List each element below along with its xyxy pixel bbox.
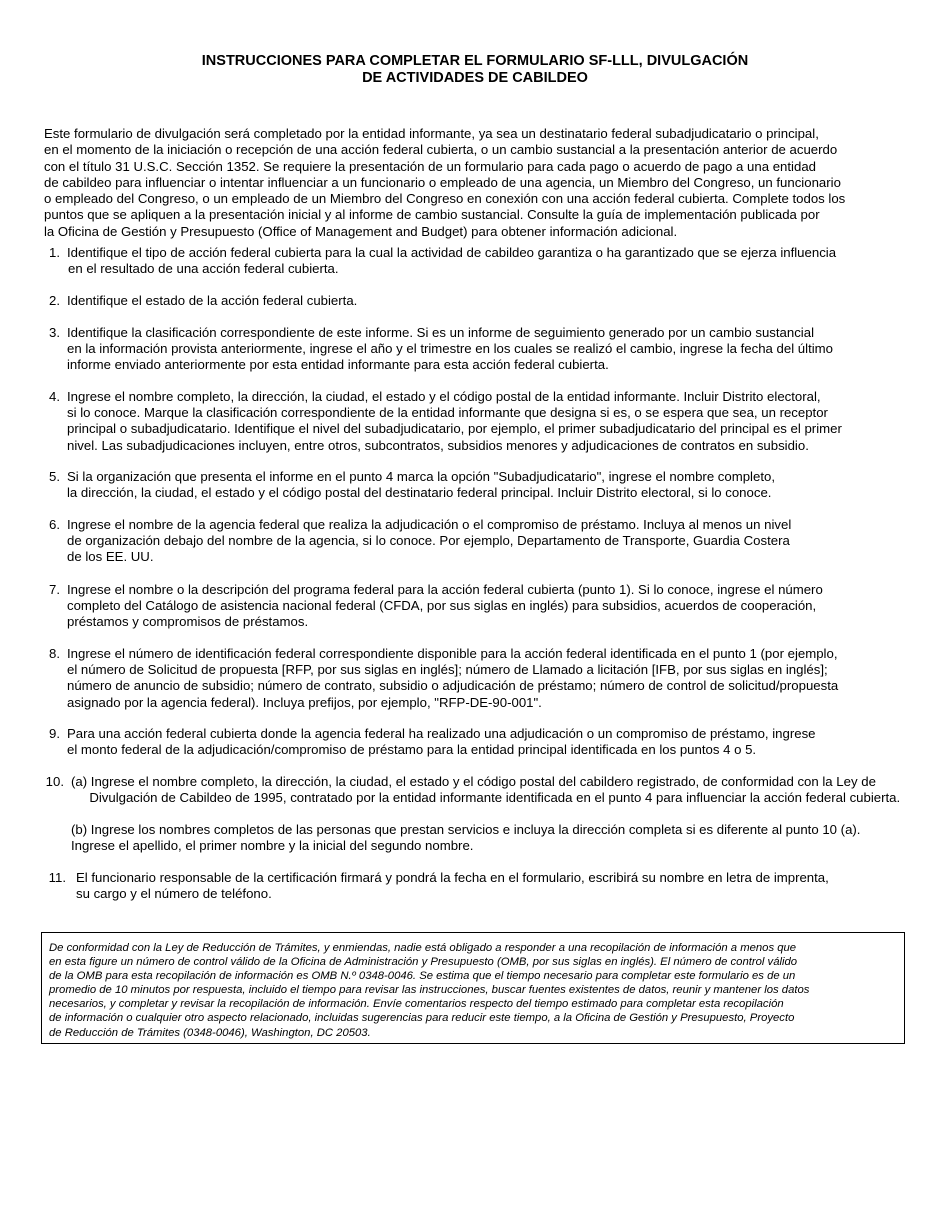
notice-line: De conformidad con la Ley de Reducción de Trámites, y enmiendas, nadie está obligado a responder a una recopilación de información a menos que — [49, 942, 797, 954]
item-number: 9. — [49, 726, 60, 741]
item-number: 1. — [49, 245, 60, 260]
item-line: préstamos y compromisos de préstamos. — [67, 614, 309, 630]
item-line: Ingrese el nombre de la agencia federal que realiza la adjudicación o el compromiso de préstamo. Incluya al menos un nivel — [67, 517, 792, 532]
item-line: Ingrese el nombre completo, la dirección, la ciudad, el estado y el código postal de la entidad informante. Incluir Distrito electoral, — [67, 389, 821, 404]
instruction-item-10a — [0, 774, 900, 806]
item-line: (b) Ingrese los nombres completos de las personas que prestan servicios e incluya la dirección completa si es diferente al punto 10 (a). — [71, 822, 861, 837]
item-line: el número de Solicitud de propuesta [RFP, por sus siglas en inglés]; número de Llamado a licitación [IFB, por sus siglas en inglés]; — [67, 662, 828, 678]
intro-paragraph — [44, 126, 924, 240]
notice-line: en esta figure un número de control válido de la Oficina de Administración y Presupuesto (OMB, por sus siglas en inglés). El número de control válido — [49, 956, 798, 969]
item-number: 5. — [49, 469, 60, 484]
item-line: principal o subadjudicatario. Identifique el nivel del subadjudicatario, por ejemplo, el primer subadjudicatario del principal es el primer — [67, 421, 842, 437]
item-line: nivel. Las subadjudicaciones incluyen, entre otros, subcontratos, subsidios menores y adjudicaciones de contratos en subsidio. — [67, 437, 809, 453]
instruction-item-9 — [0, 726, 816, 758]
instruction-item-1 — [0, 245, 836, 277]
item-number: 7. — [49, 582, 60, 597]
notice-line: promedio de 10 minutos por respuesta, incluido el tiempo para revisar las instrucciones, buscar fuentes existentes de datos, reunir y mantener los datos — [49, 984, 810, 997]
item-line: su cargo y el número de teléfono. — [76, 886, 272, 902]
notice-line: de Reducción de Trámites (0348-0046), Washington, DC 20503. — [49, 1026, 371, 1039]
intro-line: la Oficina de Gestión y Presupuesto (Office of Management and Budget) para obtener información adicional. — [44, 223, 678, 239]
intro-line: de cabildeo para influenciar o intentar influenciar a un funcionario o empleado de una agencia, un Miembro del Congreso, un funcionario — [44, 174, 841, 190]
item-line: Identifique el tipo de acción federal cubierta para la cual la actividad de cabildeo garantiza o ha garantizado que se ejerza influencia — [67, 245, 837, 260]
instruction-item-3 — [0, 325, 833, 374]
notice-line: necesarios, y completar y revisar la recopilación de información. Envíe comentarios respecto del tiempo estimado para completar esta recopilación — [49, 998, 784, 1011]
item-number: 3. — [49, 325, 60, 340]
item-line: informe enviado anteriormente por esta entidad informante para esta acción federal cubierta. — [67, 357, 609, 373]
instruction-item-11 — [0, 870, 829, 902]
notice-line: de la OMB para esta recopilación de información es OMB N.º 0348-0046. Se estima que el tiempo necesario para completar este formulario es de un — [49, 970, 796, 983]
item-line: la dirección, la ciudad, el estado y el código postal del destinatario federal principal. Incluir Distrito electoral, si lo conoce. — [67, 485, 772, 501]
page-title — [0, 53, 950, 87]
item-line: Para una acción federal cubierta donde la agencia federal ha realizado una adjudicación o un compromiso de préstamo, ingrese — [67, 726, 816, 741]
item-number: 6. — [49, 517, 60, 532]
intro-line: Este formulario de divulgación será completado por la entidad informante, ya sea un destinatario federal subadjudicatario o principal, — [44, 126, 819, 141]
item-line: El funcionario responsable de la certificación firmará y pondrá la fecha en el formulario, escribirá su nombre en letra de imprenta, — [76, 870, 829, 885]
item-number: 2. — [49, 293, 60, 308]
item-line: si lo conoce. Marque la clasificación correspondiente de la entidad informante que designa si es, o se espera que sea, un receptor — [67, 405, 828, 421]
item-number: 10. — [45, 774, 64, 789]
item-number: 8. — [49, 646, 60, 661]
instruction-item-2 — [0, 293, 357, 309]
item-number: 11. — [48, 870, 66, 885]
item-line: Divulgación de Cabildeo de 1995, contratado por la entidad informante identificada en el punto 4 para influenciar la acción federal cubierta. — [71, 790, 901, 806]
item-line: de organización debajo del nombre de la agencia, si lo conoce. Por ejemplo, Departamento de Transporte, Guardia Costera — [67, 533, 790, 549]
title-line-1: INSTRUCCIONES PARA COMPLETAR EL FORMULARIO SF-LLL, DIVULGACIÓN — [201, 53, 749, 69]
item-line: Ingrese el número de identificación federal correspondiente disponible para la acción federal identificada en el punto 1 (por ejemplo, — [67, 646, 838, 661]
instruction-item-10b — [0, 822, 860, 854]
instruction-item-7 — [0, 582, 823, 631]
item-line: Si la organización que presenta el informe en el punto 4 marca la opción "Subadjudicatario", ingrese el nombre completo, — [67, 469, 775, 484]
item-line: (a) Ingrese el nombre completo, la dirección, la ciudad, el estado y el código postal del cabildero registrado, de conformidad con la Ley de — [71, 774, 876, 789]
instruction-item-4 — [0, 389, 842, 454]
intro-line: en el momento de la iniciación o recepción de una acción federal cubierta, o un cambio sustancial a la presentación anterior de acuerdo — [44, 142, 838, 158]
intro-line: con el título 31 U.S.C. Sección 1352. Se requiere la presentación de un formulario para cada pago o acuerdo de pago a una entidad — [44, 158, 816, 174]
instruction-item-8 — [0, 646, 838, 711]
intro-line: puntos que se apliquen a la presentación inicial y al informe de cambio sustancial. Consulte la guía de implementación publicada por — [44, 207, 820, 223]
instruction-item-6 — [0, 517, 791, 566]
notice-line: de información o cualquier otro aspecto relacionado, incluidas sugerencias para reducir este tiempo, a la Oficina de Gestión y Presupuesto, Proyecto — [49, 1012, 795, 1025]
item-line: Ingrese el apellido, el primer nombre y la inicial del segundo nombre. — [71, 838, 474, 854]
item-number: 4. — [49, 389, 60, 404]
item-line: Identifique la clasificación correspondiente de este informe. Si es un informe de seguimiento generado por un cambio sustancial — [67, 325, 814, 340]
paperwork-reduction-notice — [41, 932, 905, 1044]
intro-line: o empleado del Congreso, o un empleado de un Miembro del Congreso en conexión con una acción federal cubierta. Complete todos los — [44, 191, 846, 207]
item-line: en la información provista anteriormente, ingrese el año y el trimestre en los cuales se realizó el cambio, ingrese la fecha del último — [67, 341, 833, 357]
item-line: asignado por la agencia federal). Incluya prefijos, por ejemplo, "RFP-DE-90-001". — [67, 694, 542, 710]
item-line: Ingrese el nombre o la descripción del programa federal para la acción federal cubierta (punto 1). Si lo conoce, ingrese el número — [67, 582, 823, 597]
item-line: Identifique el estado de la acción federal cubierta. — [67, 293, 358, 308]
item-line: en el resultado de una acción federal cubierta. — [68, 261, 339, 277]
item-line: el monto federal de la adjudicación/compromiso de préstamo para la entidad principal identificada en los puntos 4 o 5. — [67, 742, 757, 758]
instruction-item-5 — [0, 469, 775, 501]
title-line-2: DE ACTIVIDADES DE CABILDEO — [362, 70, 588, 86]
item-line: de los EE. UU. — [67, 549, 154, 565]
item-line: completo del Catálogo de asistencia nacional federal (CFDA, por sus siglas en inglés) para subsidios, acuerdos de cooperación, — [67, 598, 817, 614]
item-line: número de anuncio de subsidio; número de contrato, subsidio o adjudicación de préstamo; número de control de solicitud/propuesta — [67, 678, 839, 694]
